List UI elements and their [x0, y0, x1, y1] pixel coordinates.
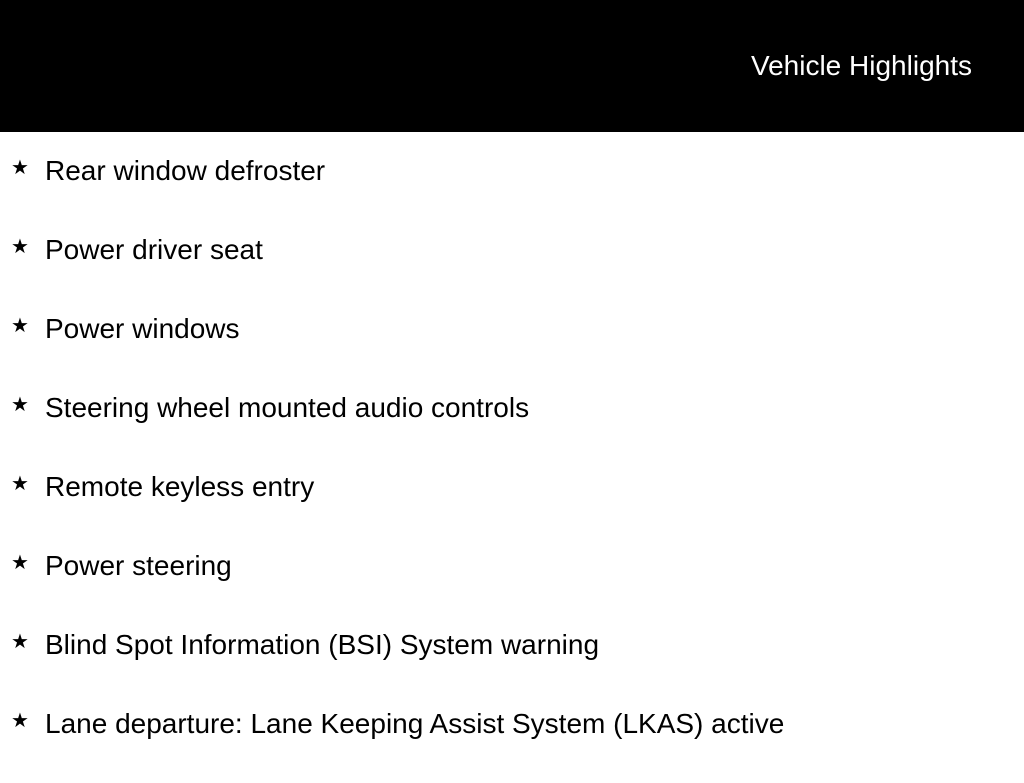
star-icon: ★: [11, 157, 29, 179]
star-icon: ★: [11, 236, 29, 258]
star-icon: ★: [11, 394, 29, 416]
list-item-label: Power driver seat: [45, 234, 263, 265]
header-bar: [0, 0, 1024, 132]
list-item: [0, 625, 1024, 704]
star-icon: ★: [11, 315, 29, 337]
list-item-label: Steering wheel mounted audio controls: [45, 392, 530, 423]
highlights-list: [0, 151, 1024, 783]
star-icon: ★: [11, 473, 29, 495]
list-item-label: Blind Spot Information (BSI) System warning: [45, 629, 600, 660]
list-item: [0, 546, 1024, 625]
list-item: [0, 388, 1024, 467]
list-item-label: Power windows: [45, 313, 240, 344]
star-icon: ★: [11, 552, 29, 574]
list-item: [0, 467, 1024, 546]
star-icon: ★: [11, 631, 29, 653]
list-item: [0, 151, 1024, 230]
list-item-label: Power steering: [45, 550, 232, 581]
page-title: Vehicle Highlights: [750, 50, 972, 81]
list-item: [0, 230, 1024, 309]
list-item-label: Lane departure: Lane Keeping Assist System (LKAS) active: [45, 708, 785, 739]
list-item: [0, 309, 1024, 388]
list-item-label: Rear window defroster: [45, 155, 326, 186]
list-item-label: Remote keyless entry: [45, 471, 315, 502]
list-item: [0, 704, 1024, 783]
star-icon: ★: [11, 710, 29, 732]
